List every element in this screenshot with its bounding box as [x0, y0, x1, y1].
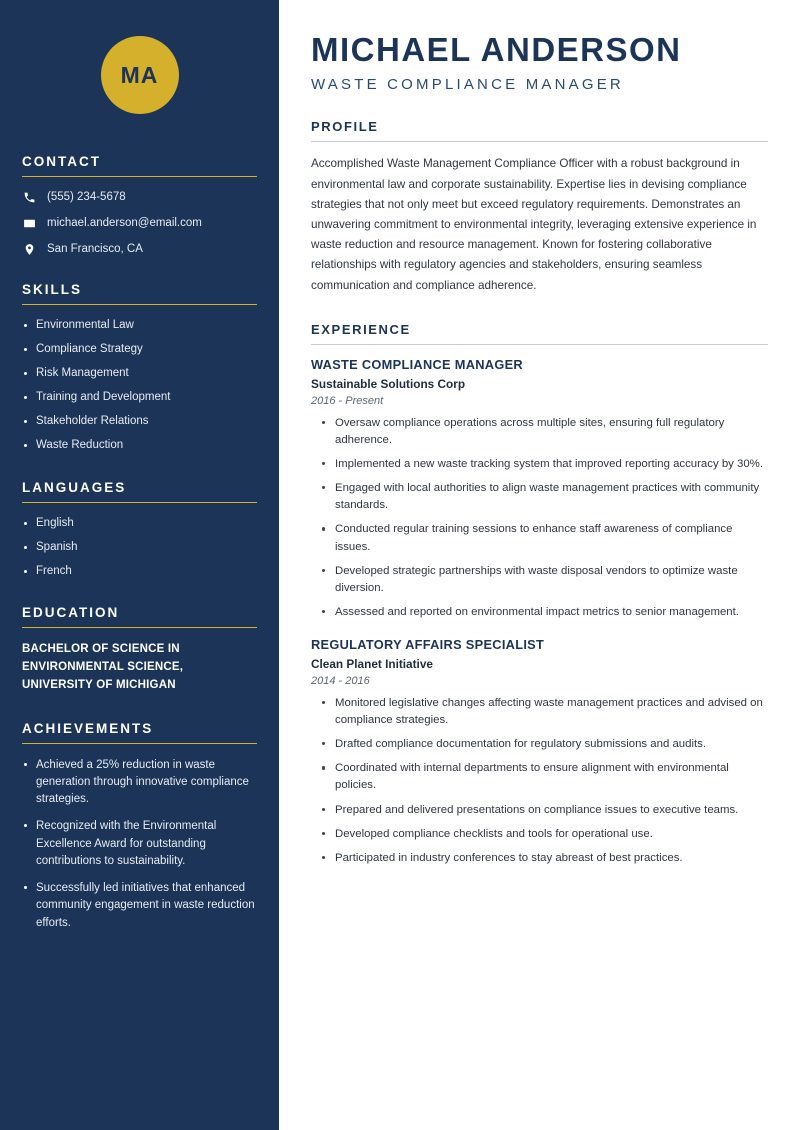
envelope-icon	[22, 216, 36, 230]
job-company: Sustainable Solutions Corp	[311, 376, 466, 391]
job-company: Clean Planet Initiative	[311, 657, 433, 672]
job-bullets	[321, 415, 768, 621]
job-dates: 2016 - Present	[311, 394, 384, 407]
sidebar-section-languages	[22, 480, 257, 580]
list-item: Oversaw compliance operations across multiple sites, ensuring full regulatory adherence.	[321, 415, 768, 449]
list-item: Environmental Law	[22, 318, 257, 334]
main-content	[279, 0, 800, 1130]
list-item: Assessed and reported on environmental impact metrics to senior management.	[321, 604, 768, 621]
list-item: Participated in industry conferences to stay abreast of best practices.	[321, 850, 768, 867]
contact-phone-value: (555) 234-5678	[47, 191, 126, 203]
divider	[311, 141, 768, 142]
skills-list	[22, 318, 257, 454]
list-item: Recognized with the Environmental Excellence Award for outstanding contributions to sustainability.	[22, 818, 257, 870]
section-profile	[311, 119, 768, 296]
avatar: MA	[101, 36, 179, 114]
list-item: Successfully led initiatives that enhanced community engagement in waste reduction efforts.	[22, 880, 257, 932]
sidebar-section-education	[22, 605, 257, 694]
list-item: Drafted compliance documentation for regulatory submissions and audits.	[321, 736, 768, 753]
list-item: Coordinated with internal departments to ensure alignment with environmental policies.	[321, 760, 768, 794]
divider	[22, 502, 257, 503]
experience-item	[311, 357, 768, 621]
contact-location-value: San Francisco, CA	[47, 243, 143, 255]
phone-icon	[22, 190, 36, 204]
achievements-heading: ACHIEVEMENTS	[22, 720, 154, 736]
skills-heading: SKILLS	[22, 282, 83, 297]
languages-heading: LANGUAGES	[22, 479, 127, 495]
divider	[22, 743, 257, 744]
divider	[22, 304, 257, 305]
divider	[311, 344, 768, 345]
job-role: WASTE COMPLIANCE MANAGER	[311, 356, 523, 372]
location-pin-icon	[22, 242, 36, 256]
list-item: Compliance Strategy	[22, 342, 257, 358]
contact-email-value: michael.anderson@email.com	[47, 217, 202, 229]
experience-heading: EXPERIENCE	[311, 321, 411, 337]
sidebar-section-skills	[22, 282, 257, 454]
contact-heading: CONTACT	[22, 154, 101, 169]
profile-text: Accomplished Waste Management Compliance Officer with a robust background in environmental law and corporate sustainability. Expertise lies in devising compliance strategies that not only meet but exceed regulatory requirements. Demonstrates an unwavering commitment to environmental integrity, leveraging extensive experience in waste reduction and resource management. Known for fostering collaborative relationships with regulatory agencies and stakeholders, ensuring seamless communication and compliance adherence.	[311, 157, 757, 292]
sidebar-section-achievements	[22, 721, 257, 932]
contact-email-row	[22, 216, 257, 230]
education-item: BACHELOR OF SCIENCE IN ENVIRONMENTAL SCIENCE, UNIVERSITY OF MICHIGAN	[22, 643, 184, 691]
list-item: Conducted regular training sessions to enhance staff awareness of compliance issues.	[321, 521, 768, 555]
contact-location-row	[22, 242, 257, 256]
job-role: REGULATORY AFFAIRS SPECIALIST	[311, 637, 545, 653]
avatar-wrapper	[22, 0, 257, 154]
list-item: Developed compliance checklists and tools for operational use.	[321, 826, 768, 843]
list-item: Risk Management	[22, 366, 257, 382]
list-item: Prepared and delivered presentations on compliance issues to executive teams.	[321, 802, 768, 819]
achievements-list	[22, 757, 257, 932]
list-item: Developed strategic partnerships with waste disposal vendors to optimize waste diversion.	[321, 563, 768, 597]
list-item: Monitored legislative changes affecting waste management practices and advised on compliance strategies.	[321, 695, 768, 729]
education-heading: EDUCATION	[22, 605, 120, 621]
list-item: Implemented a new waste tracking system that improved reporting accuracy by 30%.	[321, 456, 768, 473]
languages-list	[22, 516, 257, 580]
divider	[22, 176, 257, 177]
list-item: Spanish	[22, 540, 257, 556]
page-title: MICHAEL ANDERSON	[311, 31, 682, 68]
list-item: French	[22, 564, 257, 580]
list-item: Stakeholder Relations	[22, 414, 257, 430]
job-dates: 2014 - 2016	[311, 675, 370, 688]
job-bullets	[321, 695, 768, 867]
section-experience	[311, 322, 768, 867]
list-item: Training and Development	[22, 390, 257, 406]
headline-job-title: WASTE COMPLIANCE MANAGER	[311, 76, 624, 94]
sidebar-section-contact	[22, 154, 257, 256]
list-item: Achieved a 25% reduction in waste generation through innovative compliance strategies.	[22, 757, 257, 809]
sidebar	[0, 0, 279, 1130]
list-item: English	[22, 516, 257, 532]
list-item: Engaged with local authorities to align waste management practices with community standards.	[321, 480, 768, 514]
profile-heading: PROFILE	[311, 119, 379, 135]
list-item: Waste Reduction	[22, 438, 257, 454]
divider	[22, 627, 257, 628]
contact-phone-row	[22, 190, 257, 204]
experience-item	[311, 637, 768, 867]
